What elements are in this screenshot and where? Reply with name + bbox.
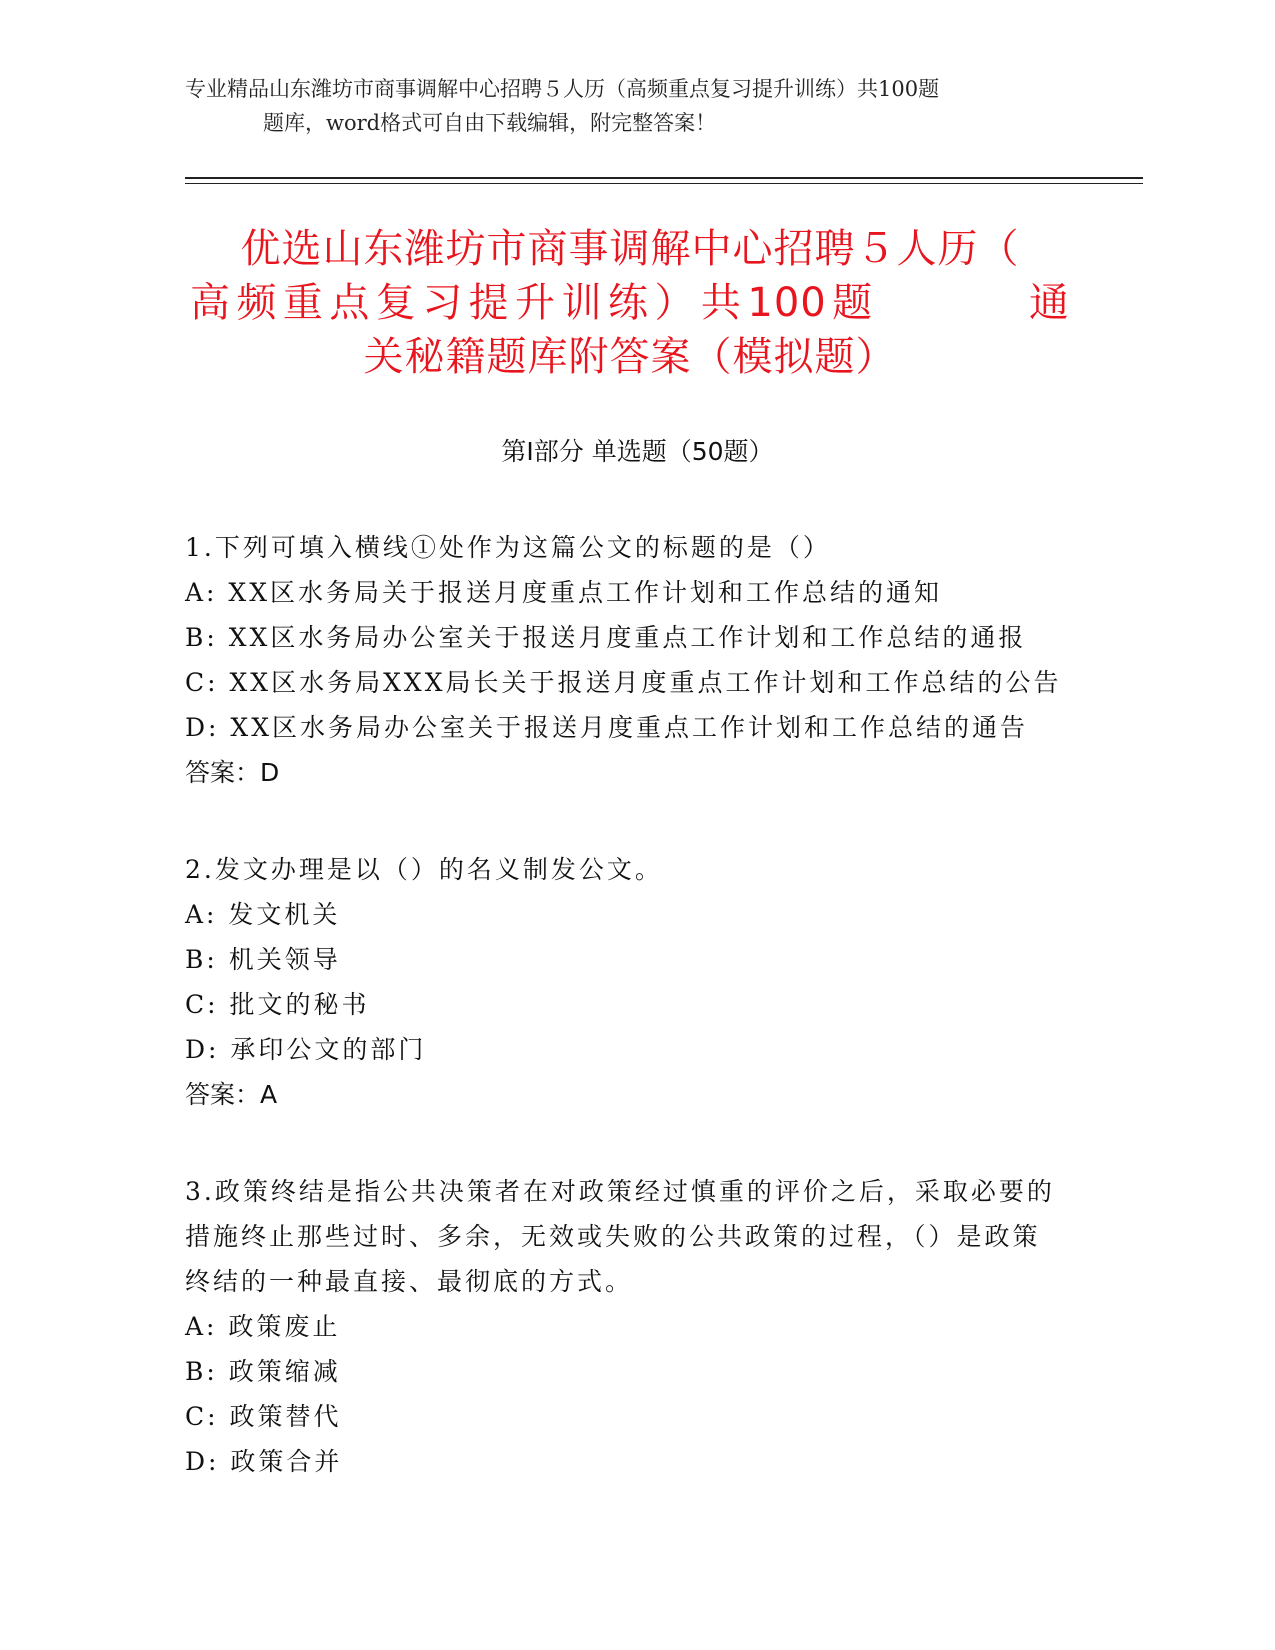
question-list bbox=[185, 525, 1065, 1536]
question-stem: 2.发文办理是以（）的名义制发公文。 bbox=[185, 855, 663, 884]
question-answer: 答案：A bbox=[185, 1080, 278, 1109]
header-note-line1: 专业精品山东潍坊市商事调解中心招聘５人历（高频重点复习提升训练）共100题 bbox=[185, 77, 940, 101]
question-option: D: 承印公文的部门 bbox=[185, 1035, 427, 1064]
question-item bbox=[185, 847, 1065, 1117]
question-option: D: XX区水务局办公室关于报送月度重点工作计划和工作总结的通告 bbox=[185, 713, 1029, 742]
question-option: C: 政策替代 bbox=[185, 1402, 342, 1431]
question-option: B: 机关领导 bbox=[185, 945, 341, 974]
question-option: A: 发文机关 bbox=[185, 900, 341, 929]
question-stem: 1.下列可填入横线①处作为这篇公文的标题的是（） bbox=[185, 533, 831, 562]
question-option: B: XX区水务局办公室关于报送月度重点工作计划和工作总结的通报 bbox=[185, 623, 1027, 652]
question-option: C: 批文的秘书 bbox=[185, 990, 370, 1019]
section-heading: 第Ⅰ部分 单选题（50题） bbox=[501, 437, 774, 466]
question-item bbox=[185, 1169, 1065, 1484]
header-note-line2: 题库，word格式可自由下载编辑，附完整答案！ bbox=[263, 111, 717, 135]
page-title bbox=[190, 222, 1070, 384]
page-title-line3: 关秘籍题库附答案（模拟题） bbox=[363, 334, 897, 380]
question-option: D: 政策合并 bbox=[185, 1447, 343, 1476]
page-title-line2: 高频重点复习提升训练）共100题 通 bbox=[190, 280, 1070, 326]
question-stem: 3.政策终结是指公共决策者在对政策经过慎重的评价之后，采取必要的措施终止那些过时、多余，无效或失败的公共政策的过程，（）是政策终结的一种最直接、最彻底的方式。 bbox=[185, 1177, 1055, 1296]
question-option: A: 政策废止 bbox=[185, 1312, 341, 1341]
question-answer: 答案：D bbox=[185, 758, 280, 787]
question-option: A: XX区水务局关于报送月度重点工作计划和工作总结的通知 bbox=[185, 578, 943, 607]
page-title-line1: 优选山东潍坊市商事调解中心招聘５人历（ bbox=[240, 226, 1020, 272]
header-note bbox=[185, 72, 1085, 140]
header-divider-thick bbox=[185, 177, 1143, 179]
question-option: B: 政策缩减 bbox=[185, 1357, 341, 1386]
question-option: C: XX区水务局XXX局长关于报送月度重点工作计划和工作总结的公告 bbox=[185, 668, 1062, 697]
question-item bbox=[185, 525, 1065, 795]
header-divider-thin bbox=[185, 183, 1143, 184]
